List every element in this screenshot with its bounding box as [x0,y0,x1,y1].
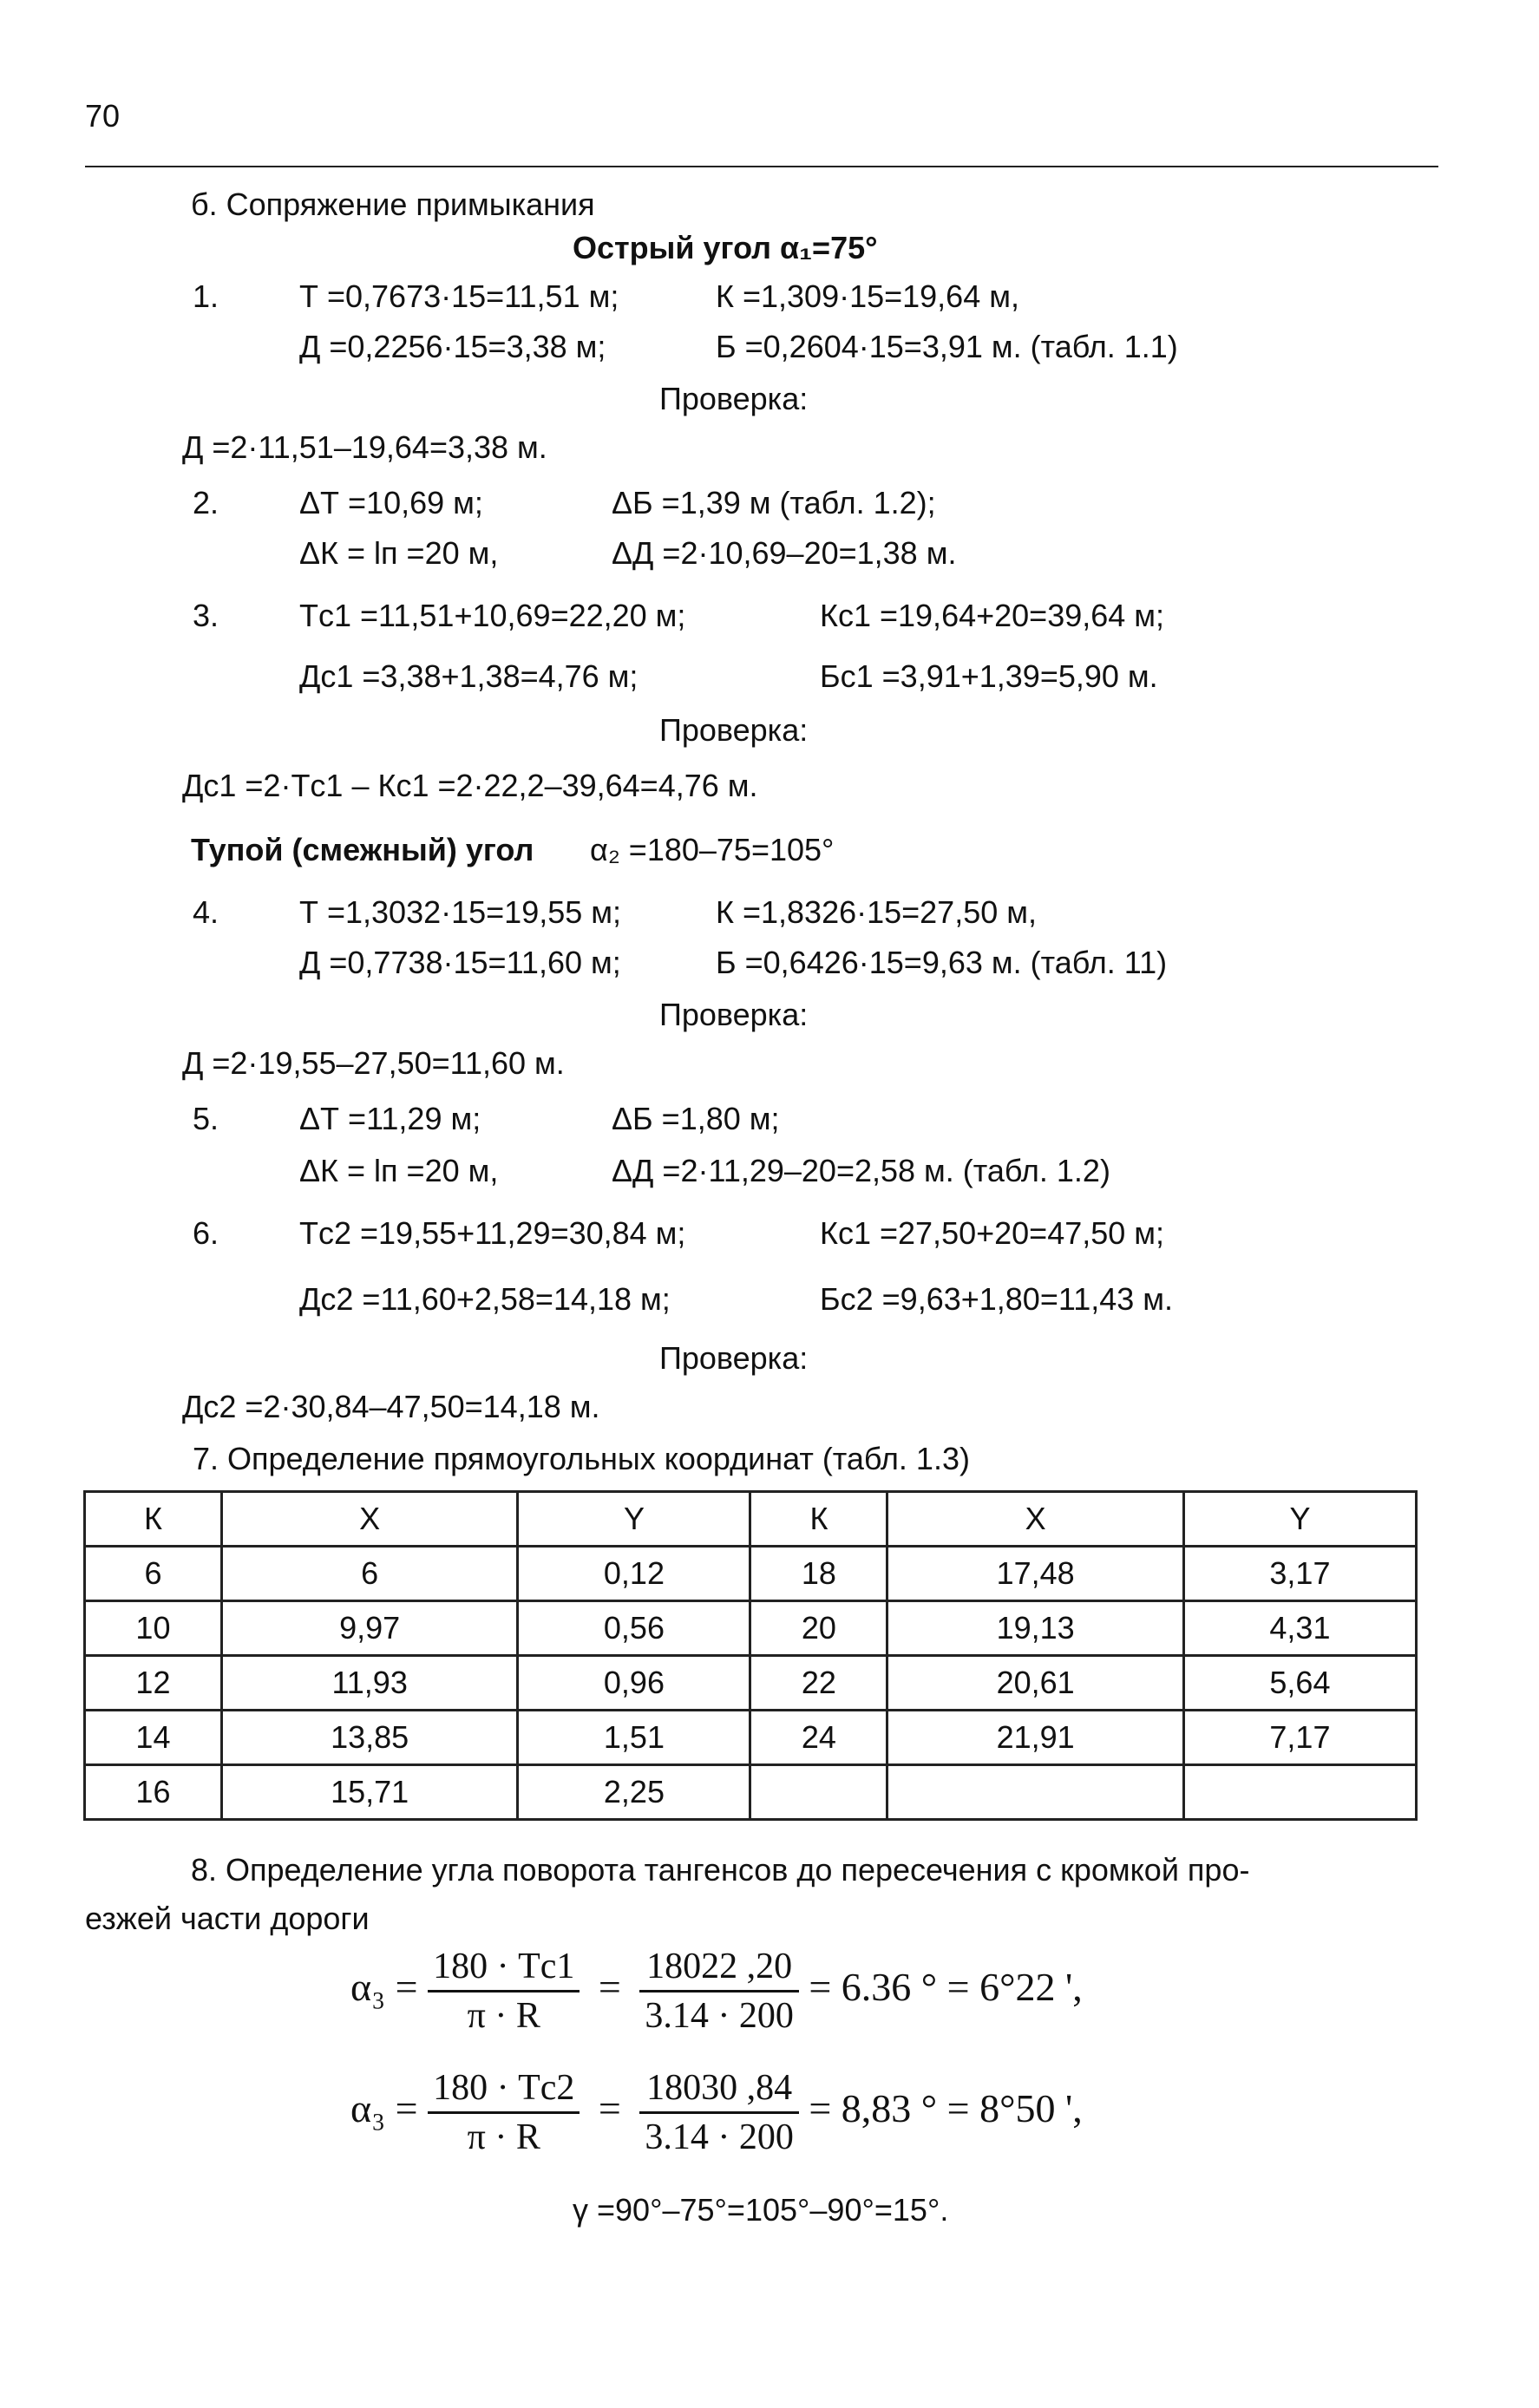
table-cell: 21,91 [887,1711,1184,1765]
formula-1-fraction-b [639,1943,799,2039]
table-row [85,1547,1417,1601]
item-4-bisector: Б =0,6426·15=9,63 м. (табл. 11) [716,945,1168,980]
item-6-bc2: Бc2 =9,63+1,80=11,43 м. [820,1281,1174,1317]
table-cell: 6 [221,1547,518,1601]
check-4-equation: Дc2 =2·30,84–47,50=14,18 м. [182,1389,600,1424]
acute-angle-heading: Острый угол α₁=75° [573,230,878,265]
table-cell: 22 [750,1656,887,1711]
table-cell: 0,56 [518,1601,750,1656]
table-cell: 13,85 [221,1711,518,1765]
formula-2-numerator-a: 180 · Тc2 [428,2064,580,2114]
formula-1-denominator-a: π · R [467,1996,540,2036]
table-cell: 0,96 [518,1656,750,1711]
formula-1-denominator-b: 3.14 · 200 [645,1996,794,2036]
table-cell: 11,93 [221,1656,518,1711]
item-6-tc2: Тc2 =19,55+11,29=30,84 м; [299,1215,686,1251]
gamma-equation: γ =90°–75°=105°–90°=15°. [573,2192,949,2228]
formula-2-numerator-b: 18030 ,84 [639,2064,799,2114]
table-cell: 24 [750,1711,887,1765]
item-1-domer: Д =0,2256·15=3,38 м; [299,329,606,364]
item-4-domer: Д =0,7738·15=11,60 м; [299,945,621,980]
table-header-cell: X [887,1492,1184,1547]
formula-1-equals: = [598,1965,621,2010]
item-2-number: 2. [193,485,219,520]
page-number: 70 [85,98,121,134]
item-4-tangent: Т =1,3032·15=19,55 м; [299,894,622,930]
item-2-delta-d: ΔД =2·10,69–20=1,38 м. [612,535,957,571]
table-header-cell: Y [518,1492,750,1547]
item-4-number: 4. [193,894,219,930]
formula-2-denominator-b: 3.14 · 200 [645,2117,794,2157]
table-cell: 16 [85,1765,222,1820]
item-1-bisector: Б =0,2604·15=3,91 м. (табл. 1.1) [716,329,1178,364]
table-cell [887,1765,1184,1820]
check-2-equation: Дc1 =2·Тc1 – Кc1 =2·22,2–39,64=4,76 м. [182,768,758,803]
table-header-cell: Y [1183,1492,1416,1547]
obtuse-angle-equation: α₂ =180–75=105° [590,832,835,867]
item-5-delta-b: ΔБ =1,80 м; [612,1101,780,1136]
table-row [85,1656,1417,1711]
section-title: б. Сопряжение примыкания [191,186,595,222]
item-5-delta-d: ΔД =2·11,29–20=2,58 м. (табл. 1.2) [612,1153,1110,1188]
table-cell: 0,12 [518,1547,750,1601]
check-3-equation: Д =2·19,55–27,50=11,60 м. [182,1045,565,1081]
table-cell: 18 [750,1547,887,1601]
table-cell: 15,71 [221,1765,518,1820]
item-5-number: 5. [193,1101,219,1136]
item-1-curve: К =1,309·15=19,64 м, [716,278,1019,314]
item-8-text-line-2: езжей части дороги [85,1901,370,1936]
item-6-number: 6. [193,1215,219,1251]
formula-2-denominator-a: π · R [467,2117,540,2157]
item-4-curve: К =1,8326·15=27,50 м, [716,894,1038,930]
table-cell: 17,48 [887,1547,1184,1601]
table-row [85,1711,1417,1765]
item-2-delta-t: ΔТ =10,69 м; [299,485,483,520]
item-6-dc2: Дc2 =11,60+2,58=14,18 м; [299,1281,671,1317]
table-cell: 10 [85,1601,222,1656]
item-7-title: 7. Определение прямоугольных координат (табл. 1.3) [193,1441,970,1476]
item-1-tangent: Т =0,7673·15=11,51 м; [299,278,619,314]
item-6-kc1: Кc1 =27,50+20=47,50 м; [820,1215,1165,1251]
table-cell: 19,13 [887,1601,1184,1656]
item-2-delta-k: ΔК = lп =20 м, [299,535,499,571]
item-5-delta-t: ΔТ =11,29 м; [299,1101,481,1136]
item-1-number: 1. [193,278,219,314]
formula-alpha3-second [350,2064,1083,2161]
formula-2-fraction-a [428,2064,580,2161]
check-4-label: Проверка: [659,1340,809,1376]
table-cell: 9,97 [221,1601,518,1656]
item-5-delta-k: ΔК = lп =20 м, [299,1153,499,1188]
check-3-label: Проверка: [659,997,809,1032]
table-cell [750,1765,887,1820]
formula-2-lhs: α₃ = [350,2086,418,2131]
table-header-row [85,1492,1417,1547]
table-cell: 6 [85,1547,222,1601]
table-header-cell: К [85,1492,222,1547]
table-header-cell: X [221,1492,518,1547]
table-cell: 5,64 [1183,1656,1416,1711]
formula-alpha3-first [350,1943,1083,2039]
table-row [85,1601,1417,1656]
item-2-delta-b: ΔБ =1,39 м (табл. 1.2); [612,485,936,520]
table-cell: 4,31 [1183,1601,1416,1656]
formula-1-numerator-a: 180 · Тc1 [428,1943,580,1992]
check-1-label: Проверка: [659,381,809,416]
table-cell: 20,61 [887,1656,1184,1711]
check-2-label: Проверка: [659,712,809,748]
item-3-tc1: Тc1 =11,51+10,69=22,20 м; [299,598,686,633]
formula-2-result: = 8,83 ° = 8°50 ', [809,2086,1083,2131]
check-1-equation: Д =2·11,51–19,64=3,38 м. [182,429,547,465]
item-3-kc1: Кc1 =19,64+20=39,64 м; [820,598,1165,633]
table-cell [1183,1765,1416,1820]
formula-2-equals: = [598,2086,621,2131]
item-3-dc1: Дc1 =3,38+1,38=4,76 м; [299,658,639,694]
formula-1-fraction-a [428,1943,580,2039]
table-cell: 3,17 [1183,1547,1416,1601]
obtuse-angle-heading: Тупой (смежный) угол [191,832,534,867]
formula-1-lhs: α₃ = [350,1965,418,2010]
table-cell: 14 [85,1711,222,1765]
table-cell: 12 [85,1656,222,1711]
table-cell: 1,51 [518,1711,750,1765]
table-header-cell: К [750,1492,887,1547]
item-3-number: 3. [193,598,219,633]
header-rule [85,166,1438,167]
table-cell: 7,17 [1183,1711,1416,1765]
item-8-text-line-1: 8. Определение угла поворота тангенсов до пересечения с кромкой про- [191,1852,1250,1888]
item-3-bc1: Бc1 =3,91+1,39=5,90 м. [820,658,1158,694]
table-cell: 20 [750,1601,887,1656]
formula-1-numerator-b: 18022 ,20 [639,1943,799,1992]
formula-2-fraction-b [639,2064,799,2161]
coordinates-table [83,1490,1418,1821]
table-cell: 2,25 [518,1765,750,1820]
table-row [85,1765,1417,1820]
formula-1-result: = 6.36 ° = 6°22 ', [809,1965,1083,2010]
